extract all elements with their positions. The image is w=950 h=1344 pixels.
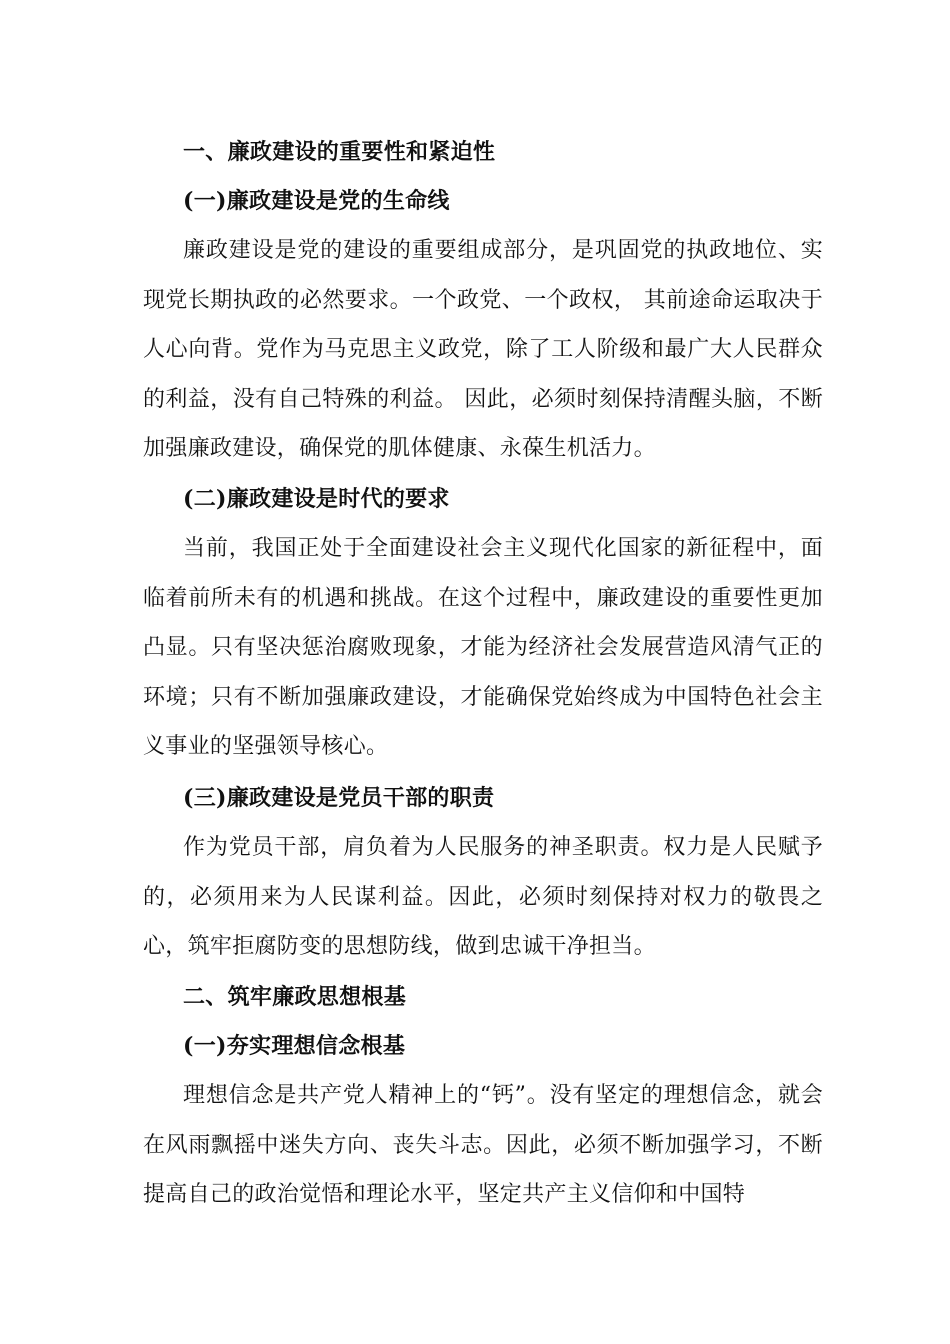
section-2-1-heading: (一)夯实理想信念根基 xyxy=(183,1033,406,1059)
section-2-heading: 二、筑牢廉政思想根基 xyxy=(183,984,407,1010)
section-1-heading: 一、廉政建设的重要性和紧迫性 xyxy=(183,139,496,165)
section-1-1-heading: (一)廉政建设是党的生命线 xyxy=(183,188,450,214)
section-2-1-paragraph: 理想信念是共产党人精神上的“钙”。没有坚定的理想信念，就会在风雨飘摇中迷失方向、丧失斗志。因此，必须不断加强学习，不断提高自己的政治觉悟和理论水平，坚定共产主义信仰和中国特 xyxy=(143,1083,823,1208)
section-1-3-paragraph: 作为党员干部，肩负着为人民服务的神圣职责。权力是人民赋予的，必须用来为人民谋利益。因此，必须时刻保持对权力的敬畏之心，筑牢拒腐防变的思想防线，做到忠诚干净担当。 xyxy=(143,835,823,960)
section-1-3-heading: (三)廉政建设是党员干部的职责 xyxy=(183,785,495,811)
section-1-2-paragraph: 当前，我国正处于全面建设社会主义现代化国家的新征程中，面临着前所未有的机遇和挑战。在这个过程中，廉政建设的重要性更加凸显。只有坚决惩治腐败现象，才能为经济社会发展营造风清气正的环境；只有不断加强廉政建设，才能确保党始终成为中国特色社会主义事业的坚强领导核心。 xyxy=(143,536,823,760)
section-1-2-heading: (二)廉政建设是时代的要求 xyxy=(183,486,450,512)
section-1-1-paragraph: 廉政建设是党的建设的重要组成部分，是巩固党的执政地位、实现党长期执政的必然要求。一个政党、一个政权， 其前途命运取决于人心向背。党作为马克思主义政党，除了工人阶级和最广大人民群众的利益，没有自己特殊的利益。 因此，必须时刻保持清醒头脑，不断加强廉政建设，确保党的肌体健康、永葆生机活力。 xyxy=(143,238,823,462)
